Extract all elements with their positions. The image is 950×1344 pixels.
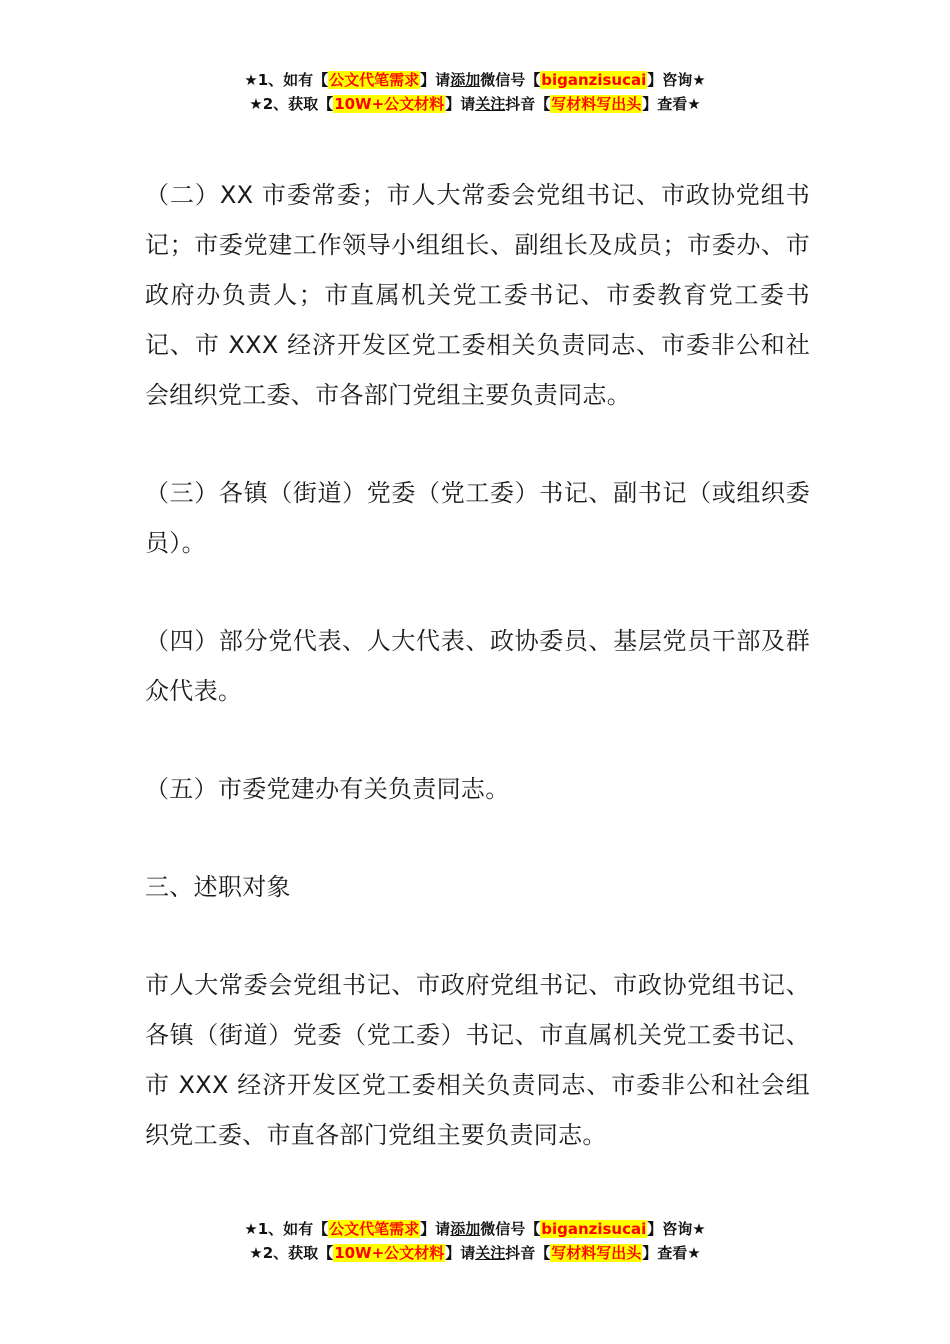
paragraph-attendees-4: （四）部分党代表、人大代表、政协委员、基层党员干部及群众代表。 [145,627,810,705]
banner-text: 】请 [445,1244,476,1262]
paragraph-attendees-5: （五）市委党建办有关负责同志。 [145,775,510,803]
banner-underlined-text: 关注 [475,1244,506,1262]
banner-text: 】查看★ [642,95,701,113]
highlight-materials: 10W+公文材料 [334,1244,445,1262]
banner-line-2 [0,1241,950,1265]
banner-line-1 [0,68,950,92]
banner-text: ★2、获取【 [249,95,334,113]
banner-text: 微信号【 [480,71,541,89]
highlight-wechat-id: biganzisucai [541,1220,647,1238]
banner-text: 】请 [420,71,451,89]
banner-text: 】咨询★ [647,71,706,89]
banner-line-1 [0,1217,950,1241]
highlight-douyin-account: 写材料写出头 [551,95,642,113]
highlight-wechat-id: biganzisucai [541,71,647,89]
document-body [145,170,810,1160]
paragraph-attendees-2: （二）XX 市委常委；市人大常委会党组书记、市政协党组书记；市委党建工作领导小组组长、副组长及成员；市委办、市政府办负责人；市直属机关党工委书记、市委教育党工委书记、市 XXX 经济开发区党工委相关负责同志、市委非公和社会组织党工委、市各部门党组主要负责同志。 [145,181,810,409]
footer-banner [0,1217,950,1265]
highlight-douyin-account: 写材料写出头 [551,1244,642,1262]
paragraph-reporting-objects: 市人大常委会党组书记、市政府党组书记、市政协党组书记、各镇（街道）党委（党工委）书记、市直属机关党工委书记、市 XXX 经济开发区党工委相关负责同志、市委非公和社会组织党工委、市直各部门党组主要负责同志。 [145,971,810,1149]
highlight-materials: 10W+公文材料 [334,95,445,113]
banner-text: 抖音【 [505,95,551,113]
banner-underlined-text: 关注 [475,95,506,113]
banner-text: ★2、获取【 [249,1244,334,1262]
highlight-service: 公文代笔需求 [329,1220,420,1238]
paragraph-attendees-3: （三）各镇（街道）党委（党工委）书记、副书记（或组织委员）。 [145,479,810,557]
banner-text: 】咨询★ [647,1220,706,1238]
banner-underlined-text: 添加 [450,1220,481,1238]
banner-text: 】请 [420,1220,451,1238]
banner-underlined-text: 添加 [450,71,481,89]
banner-line-2 [0,92,950,116]
highlight-service: 公文代笔需求 [329,71,420,89]
banner-text: 微信号【 [480,1220,541,1238]
banner-text: ★1、如有【 [244,1220,329,1238]
section-heading: 三、述职对象 [145,873,291,901]
banner-text: 抖音【 [505,1244,551,1262]
banner-text: 】查看★ [642,1244,701,1262]
header-banner [0,68,950,116]
banner-text: 】请 [445,95,476,113]
banner-text: ★1、如有【 [244,71,329,89]
